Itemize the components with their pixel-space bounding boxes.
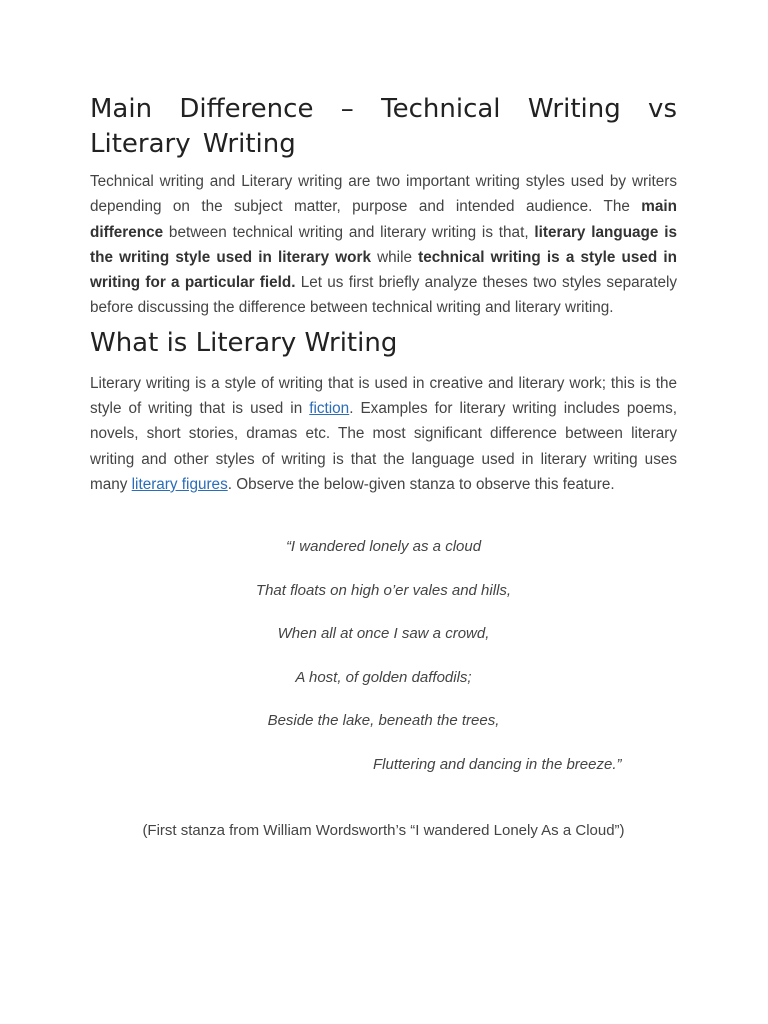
- intro-text-2: between technical writing and literary writing is that,: [163, 223, 535, 241]
- intro-paragraph: [90, 169, 677, 321]
- section-paragraph: [90, 371, 677, 497]
- intro-bold-2: literary language is the writing style used in literary work: [90, 223, 677, 266]
- fiction-link[interactable]: fiction: [309, 400, 350, 418]
- intro-text-1: Technical writing and Literary writing are two important writing styles used by writers depending on the subject matter, purpose and intended audience. The: [90, 173, 677, 216]
- poem-stanza: [90, 537, 677, 798]
- section-text-1: Literary writing is a style of writing that is used in creative and literary work; this is the style of writing that is used in: [90, 374, 677, 418]
- intro-text-4: Let us first briefly analyze theses two styles separately before discussing the difference between technical writing and literary writing.: [90, 274, 677, 317]
- section-text-2: . Examples for literary writing includes poems, novels, short stories, dramas etc. The most significant difference between literary writing and other styles of writing is that the language used in literary writing uses many: [90, 400, 677, 493]
- poem-line: When all at once I saw a crowd,: [277, 625, 490, 643]
- section-heading: What is Literary Writing: [90, 327, 398, 358]
- poem-line: That floats on high o’er vales and hills,: [255, 581, 512, 599]
- intro-text-3: while: [370, 248, 419, 266]
- intro-bold-1: main difference: [90, 198, 677, 241]
- section-text-3: . Observe the below-given stanza to observe this feature.: [227, 475, 615, 493]
- article-title: Main Difference – Technical Writing vs Literary Writing: [90, 94, 677, 159]
- literary-figures-link[interactable]: literary figures: [131, 475, 228, 493]
- poem-line: A host, of golden daffodils;: [295, 668, 472, 686]
- intro-bold-3: technical writing is a style used in writing for a particular field.: [90, 248, 677, 292]
- poem-caption: (First stanza from William Wordsworth’s “I wandered Lonely As a Cloud”): [142, 822, 625, 840]
- article: [90, 92, 677, 839]
- poem-line: “I wandered lonely as a cloud: [285, 538, 482, 556]
- poem-line: Beside the lake, beneath the trees,: [267, 712, 500, 730]
- poem-line: Fluttering and dancing in the breeze.”: [373, 755, 622, 773]
